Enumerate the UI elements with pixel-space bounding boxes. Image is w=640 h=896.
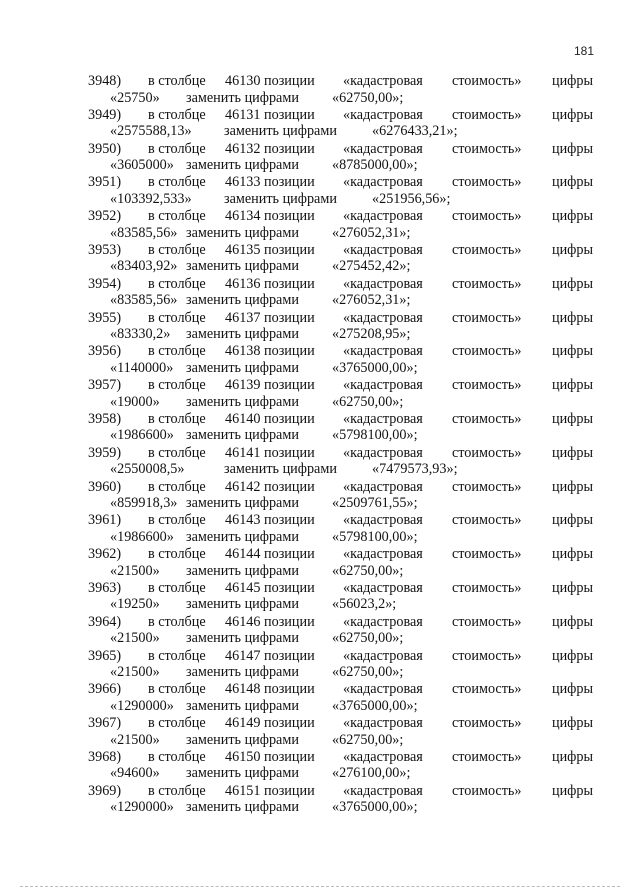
column-label: в столбце: [148, 275, 206, 292]
item-number: 3968): [88, 748, 122, 765]
column-label: в столбце: [148, 613, 206, 630]
old-value: «94600»: [110, 765, 160, 782]
cadastral-word: «кадастровая: [343, 73, 423, 89]
cadastral-word: «кадастровая: [343, 140, 423, 157]
item-line-2: [0, 563, 640, 580]
digits-word: цифры: [552, 546, 594, 563]
item-line-2: [0, 765, 640, 782]
item-number: 3967): [88, 715, 122, 732]
position-reference: 46149 позиции: [225, 715, 315, 732]
item-line-2: [0, 529, 640, 546]
cost-word: стоимость»: [452, 748, 522, 765]
old-value: «19000»: [110, 393, 160, 410]
list-item: [0, 411, 640, 445]
new-value: «275208,95»;: [332, 326, 411, 343]
replace-phrase: заменить цифрами: [186, 326, 299, 343]
list-item: [0, 512, 640, 546]
cost-word: стоимость»: [452, 208, 522, 225]
cadastral-word: «кадастровая: [343, 174, 423, 191]
digits-word: цифры: [552, 174, 594, 191]
new-value: «3765000,00»;: [332, 697, 418, 714]
new-value: «8785000,00»;: [332, 157, 418, 174]
item-number: 3954): [88, 275, 122, 292]
item-line-1: [0, 681, 640, 698]
replace-phrase: заменить цифрами: [186, 292, 299, 309]
cadastral-word: «кадастровая: [343, 309, 423, 326]
list-item: [0, 445, 640, 479]
new-value: «276052,31»;: [332, 224, 411, 241]
item-number: 3962): [88, 546, 122, 563]
column-label: в столбце: [148, 208, 206, 225]
cadastral-word: «кадастровая: [343, 748, 423, 765]
old-value: «1290000»: [110, 697, 174, 714]
replace-phrase: заменить цифрами: [224, 190, 337, 207]
cadastral-word: «кадастровая: [343, 478, 423, 495]
cost-word: стоимость»: [452, 73, 522, 89]
digits-word: цифры: [552, 241, 594, 258]
cost-word: стоимость»: [452, 512, 522, 529]
item-line-1: [0, 512, 640, 529]
item-line-2: [0, 394, 640, 411]
cost-word: стоимость»: [452, 106, 522, 123]
new-value: «62750,00»;: [332, 89, 404, 106]
digits-word: цифры: [552, 715, 594, 732]
position-reference: 46139 позиции: [225, 377, 315, 394]
position-reference: 46143 позиции: [225, 512, 315, 529]
cost-word: стоимость»: [452, 275, 522, 292]
cost-word: стоимость»: [452, 410, 522, 427]
list-item: [0, 783, 640, 817]
old-value: «1290000»: [110, 799, 174, 816]
item-line-2: [0, 258, 640, 275]
column-label: в столбце: [148, 241, 206, 258]
cost-word: стоимость»: [452, 478, 522, 495]
cadastral-word: «кадастровая: [343, 410, 423, 427]
position-reference: 46136 позиции: [225, 275, 315, 292]
position-reference: 46151 позиции: [225, 782, 315, 799]
digits-word: цифры: [552, 377, 594, 394]
item-number: 3958): [88, 410, 122, 427]
cadastral-word: «кадастровая: [343, 782, 423, 799]
position-reference: 46150 позиции: [225, 748, 315, 765]
replace-phrase: заменить цифрами: [186, 731, 299, 748]
digits-word: цифры: [552, 782, 594, 799]
item-number: 3965): [88, 647, 122, 664]
position-reference: 46144 позиции: [225, 546, 315, 563]
old-value: «3605000»: [110, 157, 174, 174]
digits-word: цифры: [552, 208, 594, 225]
cost-word: стоимость»: [452, 444, 522, 461]
new-value: «7479573,93»;: [372, 461, 458, 478]
item-line-1: [0, 749, 640, 766]
list-item: [0, 242, 640, 276]
list-item: [0, 580, 640, 614]
position-reference: 46141 позиции: [225, 444, 315, 461]
list-item: [0, 107, 640, 141]
replace-phrase: заменить цифрами: [186, 359, 299, 376]
position-reference: 46134 позиции: [225, 208, 315, 225]
replace-phrase: заменить цифрами: [186, 765, 299, 782]
item-line-2: [0, 427, 640, 444]
cadastral-word: «кадастровая: [343, 512, 423, 529]
item-number: 3957): [88, 377, 122, 394]
replace-phrase: заменить цифрами: [186, 799, 299, 816]
item-line-1: [0, 141, 640, 158]
cost-word: стоимость»: [452, 715, 522, 732]
new-value: «275452,42»;: [332, 258, 411, 275]
old-value: «21500»: [110, 562, 160, 579]
replace-phrase: заменить цифрами: [186, 258, 299, 275]
cost-word: стоимость»: [452, 343, 522, 360]
old-value: «83403,92»: [110, 258, 178, 275]
old-value: «21500»: [110, 731, 160, 748]
column-label: в столбце: [148, 343, 206, 360]
replace-phrase: заменить цифрами: [224, 123, 337, 140]
new-value: «276052,31»;: [332, 292, 411, 309]
list-item: [0, 73, 640, 107]
cadastral-word: «кадастровая: [343, 579, 423, 596]
list-item: [0, 276, 640, 310]
old-value: «103392,533»: [110, 190, 192, 207]
item-line-2: [0, 495, 640, 512]
cadastral-word: «кадастровая: [343, 208, 423, 225]
list-item: [0, 546, 640, 580]
new-value: «56023,2»;: [332, 596, 397, 613]
old-value: «21500»: [110, 664, 160, 681]
cadastral-word: «кадастровая: [343, 106, 423, 123]
list-item: [0, 681, 640, 715]
footer-rule: [20, 886, 620, 887]
new-value: «5798100,00»;: [332, 427, 418, 444]
item-line-1: [0, 107, 640, 124]
digits-word: цифры: [552, 579, 594, 596]
item-line-2: [0, 732, 640, 749]
item-line-1: [0, 445, 640, 462]
old-value: «1986600»: [110, 528, 174, 545]
old-value: «83585,56»: [110, 292, 178, 309]
digits-word: цифры: [552, 681, 594, 698]
new-value: «62750,00»;: [332, 393, 404, 410]
new-value: «3765000,00»;: [332, 799, 418, 816]
replace-phrase: заменить цифрами: [186, 89, 299, 106]
list-item: [0, 479, 640, 513]
new-value: «5798100,00»;: [332, 528, 418, 545]
replace-phrase: заменить цифрами: [224, 461, 337, 478]
new-value: «62750,00»;: [332, 630, 404, 647]
item-number: 3961): [88, 512, 122, 529]
column-label: в столбце: [148, 478, 206, 495]
column-label: в столбце: [148, 579, 206, 596]
column-label: в столбце: [148, 410, 206, 427]
column-label: в столбце: [148, 782, 206, 799]
replace-phrase: заменить цифрами: [186, 664, 299, 681]
position-reference: 46130 позиции: [225, 73, 315, 89]
list-item: [0, 208, 640, 242]
column-label: в столбце: [148, 546, 206, 563]
cadastral-word: «кадастровая: [343, 444, 423, 461]
new-value: «3765000,00»;: [332, 359, 418, 376]
replace-phrase: заменить цифрами: [186, 495, 299, 512]
digits-word: цифры: [552, 106, 594, 123]
old-value: «1986600»: [110, 427, 174, 444]
item-line-2: [0, 123, 640, 140]
list-item: [0, 614, 640, 648]
list-item: [0, 377, 640, 411]
page-number: 181: [573, 44, 594, 58]
old-value: «21500»: [110, 630, 160, 647]
cost-word: стоимость»: [452, 377, 522, 394]
item-number: 3964): [88, 613, 122, 630]
item-line-1: [0, 783, 640, 800]
list-item: [0, 715, 640, 749]
list-item: [0, 648, 640, 682]
new-value: «62750,00»;: [332, 562, 404, 579]
digits-word: цифры: [552, 410, 594, 427]
column-label: в столбце: [148, 748, 206, 765]
item-number: 3966): [88, 681, 122, 698]
new-value: «62750,00»;: [332, 664, 404, 681]
new-value: «2509761,55»;: [332, 495, 418, 512]
item-line-1: [0, 73, 640, 90]
position-reference: 46148 позиции: [225, 681, 315, 698]
position-reference: 46138 позиции: [225, 343, 315, 360]
position-reference: 46142 позиции: [225, 478, 315, 495]
column-label: в столбце: [148, 444, 206, 461]
digits-word: цифры: [552, 512, 594, 529]
list-item: [0, 749, 640, 783]
cost-word: стоимость»: [452, 647, 522, 664]
column-label: в столбце: [148, 73, 206, 89]
digits-word: цифры: [552, 275, 594, 292]
digits-word: цифры: [552, 478, 594, 495]
old-value: «2550008,5»: [110, 461, 185, 478]
cadastral-word: «кадастровая: [343, 275, 423, 292]
item-line-1: [0, 208, 640, 225]
item-line-1: [0, 580, 640, 597]
new-value: «276100,00»;: [332, 765, 411, 782]
item-number: 3949): [88, 106, 122, 123]
cost-word: стоимость»: [452, 613, 522, 630]
item-line-2: [0, 90, 640, 107]
column-label: в столбце: [148, 140, 206, 157]
item-line-1: [0, 377, 640, 394]
old-value: «1140000»: [110, 359, 174, 376]
item-line-2: [0, 326, 640, 343]
replace-phrase: заменить цифрами: [186, 427, 299, 444]
item-line-2: [0, 698, 640, 715]
cadastral-word: «кадастровая: [343, 241, 423, 258]
item-line-1: [0, 310, 640, 327]
old-value: «19250»: [110, 596, 160, 613]
old-value: «2575588,13»: [110, 123, 192, 140]
new-value: «6276433,21»;: [372, 123, 458, 140]
item-line-2: [0, 225, 640, 242]
amendment-list: [0, 73, 640, 817]
replace-phrase: заменить цифрами: [186, 224, 299, 241]
cadastral-word: «кадастровая: [343, 546, 423, 563]
cadastral-word: «кадастровая: [343, 715, 423, 732]
item-number: 3950): [88, 140, 122, 157]
item-line-1: [0, 343, 640, 360]
cost-word: стоимость»: [452, 546, 522, 563]
item-number: 3960): [88, 478, 122, 495]
item-number: 3948): [88, 73, 122, 89]
digits-word: цифры: [552, 748, 594, 765]
item-line-1: [0, 479, 640, 496]
column-label: в столбце: [148, 106, 206, 123]
replace-phrase: заменить цифрами: [186, 562, 299, 579]
column-label: в столбце: [148, 377, 206, 394]
cost-word: стоимость»: [452, 241, 522, 258]
digits-word: цифры: [552, 647, 594, 664]
position-reference: 46131 позиции: [225, 106, 315, 123]
digits-word: цифры: [552, 309, 594, 326]
position-reference: 46147 позиции: [225, 647, 315, 664]
new-value: «62750,00»;: [332, 731, 404, 748]
old-value: «25750»: [110, 89, 160, 106]
list-item: [0, 343, 640, 377]
item-number: 3963): [88, 579, 122, 596]
list-item: [0, 310, 640, 344]
list-item: [0, 174, 640, 208]
list-item: [0, 141, 640, 175]
item-line-2: [0, 664, 640, 681]
cadastral-word: «кадастровая: [343, 343, 423, 360]
position-reference: 46145 позиции: [225, 579, 315, 596]
cadastral-word: «кадастровая: [343, 647, 423, 664]
cost-word: стоимость»: [452, 309, 522, 326]
item-line-2: [0, 360, 640, 377]
old-value: «83585,56»: [110, 224, 178, 241]
column-label: в столбце: [148, 715, 206, 732]
cadastral-word: «кадастровая: [343, 681, 423, 698]
column-label: в столбце: [148, 647, 206, 664]
position-reference: 46140 позиции: [225, 410, 315, 427]
item-line-1: [0, 276, 640, 293]
digits-word: цифры: [552, 444, 594, 461]
replace-phrase: заменить цифрами: [186, 157, 299, 174]
digits-word: цифры: [552, 613, 594, 630]
item-line-1: [0, 614, 640, 631]
digits-word: цифры: [552, 73, 594, 89]
item-number: 3959): [88, 444, 122, 461]
item-line-1: [0, 648, 640, 665]
position-reference: 46133 позиции: [225, 174, 315, 191]
item-line-1: [0, 715, 640, 732]
item-number: 3952): [88, 208, 122, 225]
column-label: в столбце: [148, 681, 206, 698]
position-reference: 46135 позиции: [225, 241, 315, 258]
item-line-2: [0, 799, 640, 816]
cost-word: стоимость»: [452, 579, 522, 596]
position-reference: 46146 позиции: [225, 613, 315, 630]
column-label: в столбце: [148, 512, 206, 529]
item-line-2: [0, 292, 640, 309]
cadastral-word: «кадастровая: [343, 613, 423, 630]
old-value: «859918,3»: [110, 495, 178, 512]
item-line-2: [0, 461, 640, 478]
digits-word: цифры: [552, 140, 594, 157]
old-value: «83330,2»: [110, 326, 171, 343]
replace-phrase: заменить цифрами: [186, 528, 299, 545]
item-line-2: [0, 630, 640, 647]
replace-phrase: заменить цифрами: [186, 596, 299, 613]
cost-word: стоимость»: [452, 140, 522, 157]
replace-phrase: заменить цифрами: [186, 697, 299, 714]
position-reference: 46137 позиции: [225, 309, 315, 326]
cadastral-word: «кадастровая: [343, 377, 423, 394]
column-label: в столбце: [148, 174, 206, 191]
item-line-2: [0, 157, 640, 174]
item-number: 3956): [88, 343, 122, 360]
cost-word: стоимость»: [452, 681, 522, 698]
digits-word: цифры: [552, 343, 594, 360]
item-line-1: [0, 174, 640, 191]
position-reference: 46132 позиции: [225, 140, 315, 157]
replace-phrase: заменить цифрами: [186, 630, 299, 647]
cost-word: стоимость»: [452, 174, 522, 191]
item-line-1: [0, 546, 640, 563]
item-number: 3955): [88, 309, 122, 326]
item-number: 3953): [88, 241, 122, 258]
item-number: 3951): [88, 174, 122, 191]
item-line-1: [0, 242, 640, 259]
item-line-2: [0, 596, 640, 613]
item-line-2: [0, 191, 640, 208]
new-value: «251956,56»;: [372, 190, 451, 207]
item-number: 3969): [88, 782, 122, 799]
replace-phrase: заменить цифрами: [186, 393, 299, 410]
cost-word: стоимость»: [452, 782, 522, 799]
column-label: в столбце: [148, 309, 206, 326]
item-line-1: [0, 411, 640, 428]
